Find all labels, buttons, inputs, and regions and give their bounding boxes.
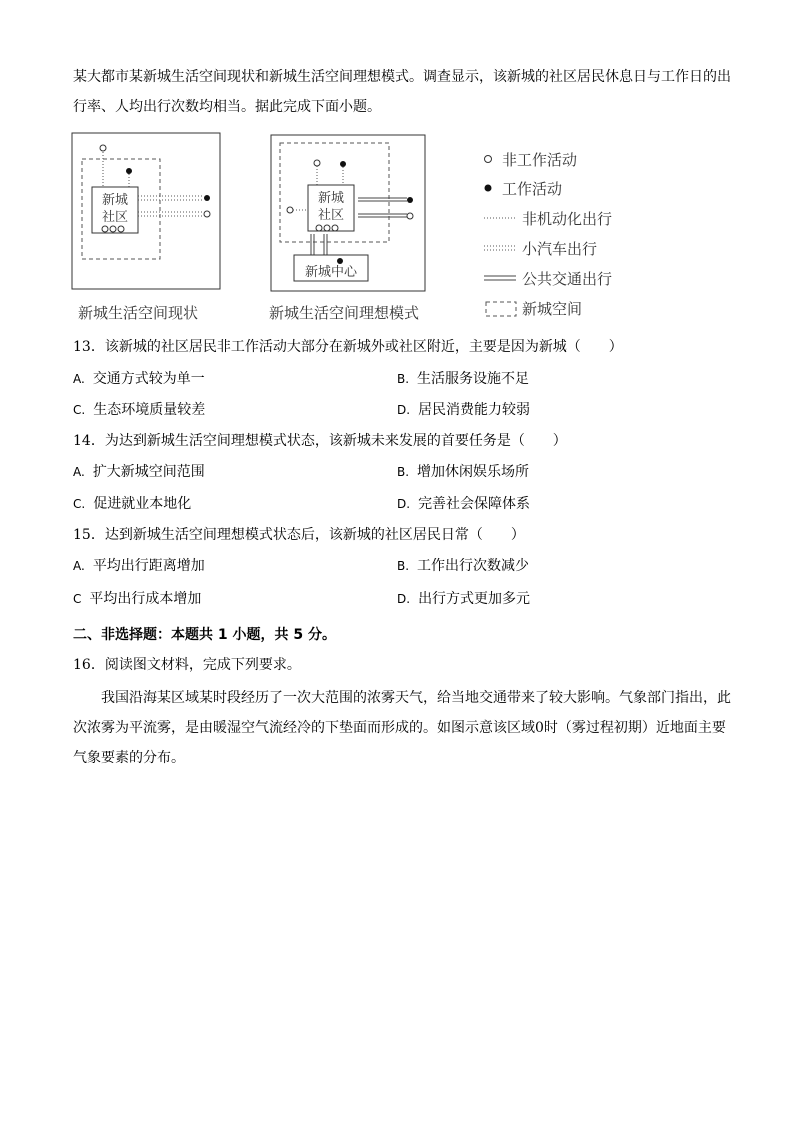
double-dotted-line-icon [484, 246, 516, 250]
option-text: 促进就业本地化 [93, 496, 192, 512]
question-15-stem: 15．达到新城生活空间理想模式状态后，该新城的社区居民日常（ ） [73, 527, 525, 543]
ideal-box-label-2: 社区 [317, 208, 345, 223]
q15-option-b[interactable] [397, 556, 529, 576]
question-13-stem: 13．该新城的社区居民非工作活动大部分在新城外或社区附近，主要是因为新城（ ） [73, 339, 623, 355]
hollow-circle-icon [485, 156, 492, 163]
legend-label-2: 非机动化出行 [522, 210, 613, 228]
legend-label-4: 公共交通出行 [522, 270, 613, 288]
figure-legend [480, 146, 640, 322]
option-letter: C. [73, 497, 86, 511]
option-letter: B. [397, 559, 410, 573]
dashed-box-icon [486, 302, 516, 316]
option-text: 生活服务设施不足 [417, 371, 530, 387]
solid-circle-icon [485, 185, 492, 192]
option-text: 完善社会保障体系 [418, 496, 531, 512]
question-16-material: 我国沿海某区域某时段经历了一次大范围的浓雾天气，给当地交通带来了较大影响。气象部门指出，此次浓雾为平流雾，是由暖湿空气流经冷的下垫面而形成的。如图示意该区域0时（雾过程初期）近地面主要气象要素的分布。 [73, 690, 731, 766]
double-solid-line-icon [484, 276, 516, 280]
q14-option-a[interactable] [73, 462, 205, 482]
intro-paragraph: 某大都市某新城生活空间现状和新城生活空间理想模式。调查显示，该新城的社区居民休息日与工作日的出行率、人均出行次数均相当。据此完成下面小题。 [73, 69, 731, 115]
option-letter: A. [73, 559, 85, 573]
option-text: 居民消费能力较弱 [418, 402, 531, 418]
question-16-stem: 16．阅读图文材料，完成下列要求。 [73, 657, 301, 673]
option-letter: D. [397, 497, 411, 511]
question-14-stem: 14．为达到新城生活空间理想模式状态，该新城未来发展的首要任务是（ ） [73, 433, 567, 449]
q14-option-c[interactable] [73, 494, 191, 514]
ideal-model-diagram [270, 134, 430, 294]
option-text: 工作出行次数减少 [417, 558, 530, 574]
ideal-model-caption: 新城生活空间理想模式 [269, 304, 420, 322]
option-letter: A. [73, 372, 85, 386]
option-text: 出行方式更加多元 [418, 591, 531, 607]
current-box-label-1: 新城 [101, 193, 129, 208]
q14-option-b[interactable] [397, 462, 529, 482]
legend-label-0: 非工作活动 [502, 151, 578, 169]
option-text: 扩大新城空间范围 [92, 464, 205, 480]
q14-option-d[interactable] [397, 494, 530, 514]
option-text: 平均出行成本增加 [89, 591, 202, 607]
q13-option-d[interactable] [397, 400, 530, 420]
option-letter: D. [397, 403, 411, 417]
option-text: 增加休闲娱乐场所 [417, 464, 530, 480]
section-2-heading: 二、非选择题：本题共 1 小题，共 5 分。 [73, 627, 336, 643]
q13-option-a[interactable] [73, 369, 205, 389]
option-letter: C [73, 592, 82, 606]
legend-label-3: 小汽车出行 [522, 240, 598, 258]
option-letter: C. [73, 403, 86, 417]
option-letter: A. [73, 465, 85, 479]
q15-option-d[interactable] [397, 589, 530, 609]
q13-option-b[interactable] [397, 369, 529, 389]
current-box-label-2: 社区 [101, 210, 129, 225]
option-text: 交通方式较为单一 [92, 371, 205, 387]
legend-label-5: 新城空间 [522, 300, 583, 318]
option-letter: B. [397, 372, 410, 386]
ideal-box-label-1: 新城 [317, 191, 345, 206]
q15-option-c[interactable] [73, 589, 201, 609]
q13-option-c[interactable] [73, 400, 205, 420]
q15-option-a[interactable] [73, 556, 205, 576]
option-text: 生态环境质量较差 [93, 402, 206, 418]
legend-label-1: 工作活动 [502, 180, 563, 198]
new-city-center-label: 新城中心 [304, 265, 358, 280]
option-letter: B. [397, 465, 410, 479]
current-status-caption: 新城生活空间现状 [78, 304, 199, 322]
option-text: 平均出行距离增加 [92, 558, 205, 574]
option-letter: D. [397, 592, 411, 606]
current-status-diagram [71, 132, 223, 292]
